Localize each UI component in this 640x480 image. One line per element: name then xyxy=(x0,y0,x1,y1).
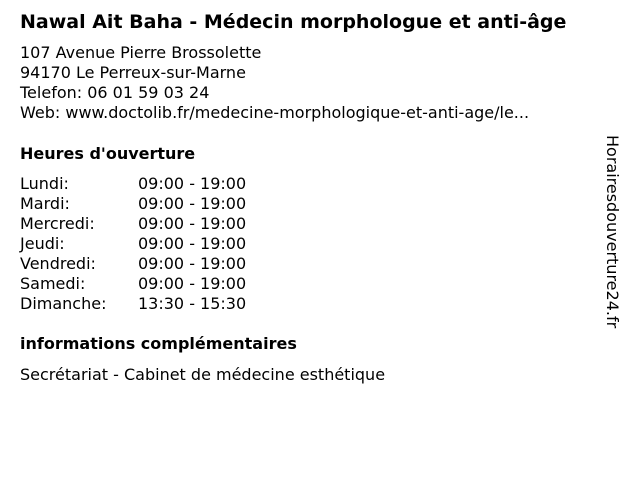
city-address: 94170 Le Perreux-sur-Marne xyxy=(20,63,246,82)
day-label: Dimanche: xyxy=(20,294,107,313)
time-range: 13:30 - 15:30 xyxy=(138,294,247,313)
day-label: Jeudi: xyxy=(20,234,65,253)
additional-info-heading: informations complémentaires xyxy=(20,334,297,353)
website-link[interactable]: Web: www.doctolib.fr/medecine-morphologique-et-anti-age/le... xyxy=(20,103,530,122)
day-label: Mercredi: xyxy=(20,214,95,233)
street-address: 107 Avenue Pierre Brossolette xyxy=(20,43,262,62)
site-watermark[interactable]: Horairesdouverture24.fr xyxy=(603,135,622,329)
time-range: 09:00 - 19:00 xyxy=(138,234,247,253)
phone-number[interactable]: Telefon: 06 01 59 03 24 xyxy=(20,83,210,102)
page-title: Nawal Ait Baha - Médecin morphologue et anti-âge xyxy=(20,11,567,33)
time-range: 09:00 - 19:00 xyxy=(138,214,247,233)
opening-hours-heading: Heures d'ouverture xyxy=(20,144,196,163)
day-label: Lundi: xyxy=(20,174,69,193)
additional-info-text: Secrétariat - Cabinet de médecine esthétique xyxy=(20,365,386,384)
time-range: 09:00 - 19:00 xyxy=(138,254,247,273)
time-range: 09:00 - 19:00 xyxy=(138,274,247,293)
day-label: Vendredi: xyxy=(20,254,96,273)
day-label: Mardi: xyxy=(20,194,70,213)
time-range: 09:00 - 19:00 xyxy=(138,194,247,213)
day-label: Samedi: xyxy=(20,274,86,293)
time-range: 09:00 - 19:00 xyxy=(138,174,247,193)
address-block xyxy=(20,43,529,123)
website-line xyxy=(20,103,529,123)
